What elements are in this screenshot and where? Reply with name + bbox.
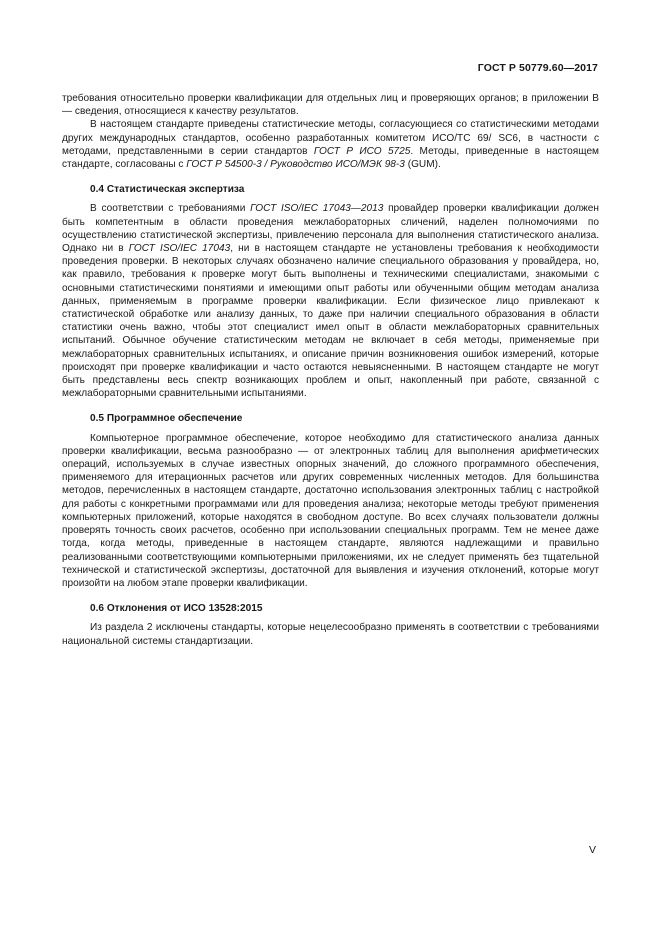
section-heading-0-4: 0.4 Статистическая экспертиза: [90, 184, 245, 196]
section-0-4-text-c: , ни в настоящем стандарте не установлены требования к необходимости проведения проверки. В некоторых случаях обозначено наличие специального образования у провайдера, но, как правило, требования к проверке могут быть выполнены и техническими специалистами, знакомыми с основными статистическими понятиями и имеющими опыт работы или обученными общим методам анализа данных, применяемым в программе проверки квалификации. Если физическое лицо привлекают к статистической обработке или анализу данных, то даже при наличии специального образования в области статистики очень важно, чтобы этот специалист имел опыт в области межлабораторных сравнительных испытаний. Обычное обучение статистическим методам не включает в себя методы, применяемые при межлабораторных сравнительных испытаниях, и описание причин возникновения ошибок измерений, которые происходят при проверке квалификации и часто остаются невыясненными. В настоящем стандарте не могут быть представлены весь спектр возникающих проблем и опыт, накопленный при работе, связанной с межлабораторными сравнительными испытаниями.: [62, 243, 599, 400]
section-0-6-paragraph: Из раздела 2 исключены стандарты, которые нецелесообразно применять в соответствии с требованиями национальной системы стандартизации.: [62, 622, 599, 647]
section-0-4-text-b: провайдер проверки квалификации должен быть компетентным в области проведения межлабораторных сличений, наделен полномочиями по осуществлению статистической экспертизы, привлечению персонала для выполнения статистического анализа. Однако ни в: [62, 203, 599, 255]
section-0-4-text-a: В соответствии с требованиями: [90, 203, 251, 215]
reference-iso-iec-17043: ГОСТ ISO/IEC 17043: [128, 243, 231, 255]
intro-paragraph-2: [62, 118, 599, 171]
reference-iso-iec-17043-2013: ГОСТ ISO/IEC 17043—2013: [250, 203, 384, 215]
page-content: [62, 92, 599, 648]
section-heading-0-5: 0.5 Программное обеспечение: [90, 413, 243, 425]
reference-gost-54500-3: ГОСТ Р 54500-3 / Руководство ИСО/МЭК 98-3: [186, 159, 405, 171]
reference-gost-iso-5725: ГОСТ Р ИСО 5725: [313, 145, 411, 157]
page-number: V: [588, 844, 596, 856]
intro-p2-text-a: В настоящем стандарте приведены статистические методы, согласующиеся со статистическими методами других международных стандартов, особенно разработанных комитетом ИСО/ТС 69/ SC6, в частности с методами, представленными в серии стандартов: [62, 119, 599, 157]
section-0-4-paragraph: [62, 202, 599, 400]
section-0-5-paragraph: Компьютерное программное обеспечение, которое необходимо для статистического анализа данных проверки квалификации, весьма разнообразно — от электронных таблиц для выполнения арифметических операций, используемых в случае известных опорных значений, до сложного программного обеспечения, применяемого для итерационных расчетов или других современных численных методов. Для большинства методов, перечисленных в настоящем стандарте, достаточно использования электронных таблиц с настройкой для работы с конкретными программами или для проведения анализа; некоторые методы требуют применения компьютерных приложений, которые находятся в свободном доступе. Во всех случаях пользователи должны проверять точность своих расчетов, особенно при использовании специальных программ. Тем не менее даже тогда, когда методы, приведенные в настоящем стандарте, являются надлежащими и правильно реализованными соответствующими компьютерными приложениями, их не следует применять без тщательной технической и статистической экспертизы, достаточной для выявления и изучения отклонений, которые могут произойти на любом этапе проверки квалификации.: [62, 432, 599, 589]
standard-designation: ГОСТ Р 50779.60—2017: [477, 62, 598, 74]
intro-p2-text-b: . Методы, приведенные в настоящем стандарте, согласованы с: [62, 145, 599, 171]
intro-paragraph-1: требования относительно проверки квалификации для отдельных лиц и проверяющих органов; в приложении В — сведения, относящиеся к качеству результатов.: [62, 93, 599, 118]
intro-p2-text-c: (GUM).: [404, 159, 441, 171]
section-heading-0-6: 0.6 Отклонения от ИСО 13528:2015: [90, 603, 263, 615]
